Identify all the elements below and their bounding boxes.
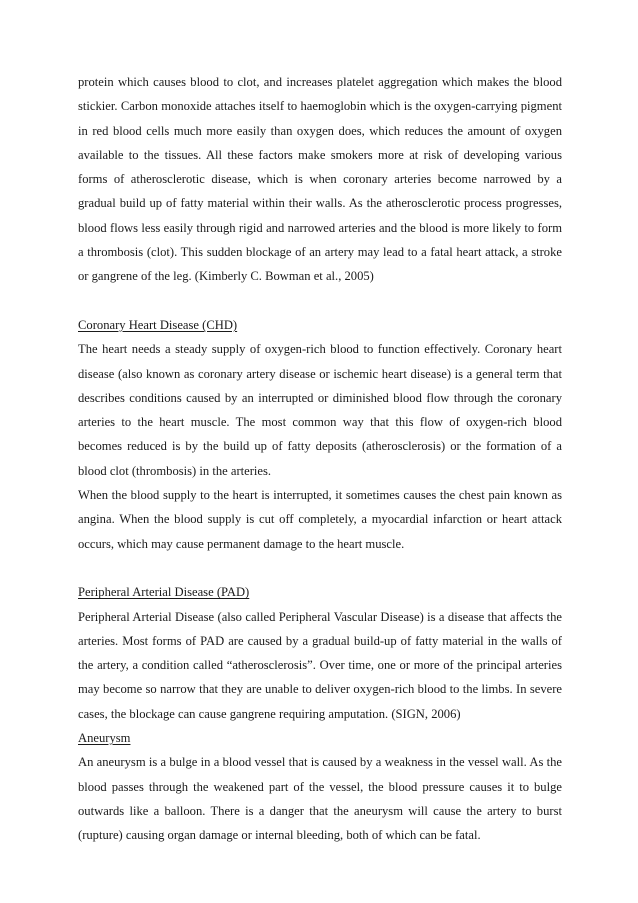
intro-paragraph: protein which causes blood to clot, and increases platelet aggregation which makes the blood stickier. Carbon monoxide attaches itself to haemoglobin which is the oxygen-carrying pigment in red blood cells much more easily than oxygen does, which reduces the amount of oxygen available to the tissues. All these factors make smokers more at risk of developing various forms of atherosclerotic disease, which is when coronary arteries become narrowed by a gradual build up of fatty material within their walls. As the atherosclerotic process progresses, blood flows less easily through rigid and narrowed arteries and the blood is more likely to form a thrombosis (clot). This sudden blockage of an artery may lead to a fatal heart attack, a stroke or gangrene of the leg. (Kimberly C. Bowman et al., 2005)	[78, 75, 562, 284]
pad-paragraph: Peripheral Arterial Disease (also called Peripheral Vascular Disease) is a disease that affects the arteries. Most forms of PAD are caused by a gradual build-up of fatty material in the walls of the artery, a condition called “atherosclerosis”. Over time, one or more of the principal arteries may become so narrow that they are unable to deliver oxygen-rich blood to the limbs. In severe cases, the blockage can cause gangrene requiring amputation. (SIGN, 2006)	[78, 609, 562, 721]
pad-heading: Peripheral Arterial Disease (PAD)	[78, 585, 250, 600]
chd-heading: Coronary Heart Disease (CHD)	[78, 317, 238, 332]
chd-paragraph-2: When the blood supply to the heart is interrupted, it sometimes causes the chest pain known as angina. When the blood supply is cut off completely, a myocardial infarction or heart attack occurs, which may cause permanent damage to the heart muscle.	[78, 488, 562, 551]
chd-paragraph-1: The heart needs a steady supply of oxygen-rich blood to function effectively. Coronary heart disease (also known as coronary artery disease or ischemic heart disease) is a general term that describes conditions caused by an interrupted or diminished blood flow through the coronary arteries to the heart muscle. The most common way that this flow of oxygen-rich blood becomes reduced is by the build up of fatty deposits (atherosclerosis) or the formation of a blood clot (thrombosis) in the arteries.	[78, 342, 562, 478]
aneurysm-heading: Aneurysm	[78, 731, 131, 746]
aneurysm-paragraph: An aneurysm is a bulge in a blood vessel that is caused by a weakness in the vessel wall. As the blood passes through the weakened part of the vessel, the blood pressure causes it to bulge outwards like a balloon. There is a danger that the aneurysm will cause the artery to burst (rupture) causing organ damage or internal bleeding, both of which can be fatal.	[78, 755, 562, 843]
paragraph-spacer	[78, 289, 562, 313]
paragraph-spacer	[78, 556, 562, 580]
document-body	[78, 70, 562, 848]
